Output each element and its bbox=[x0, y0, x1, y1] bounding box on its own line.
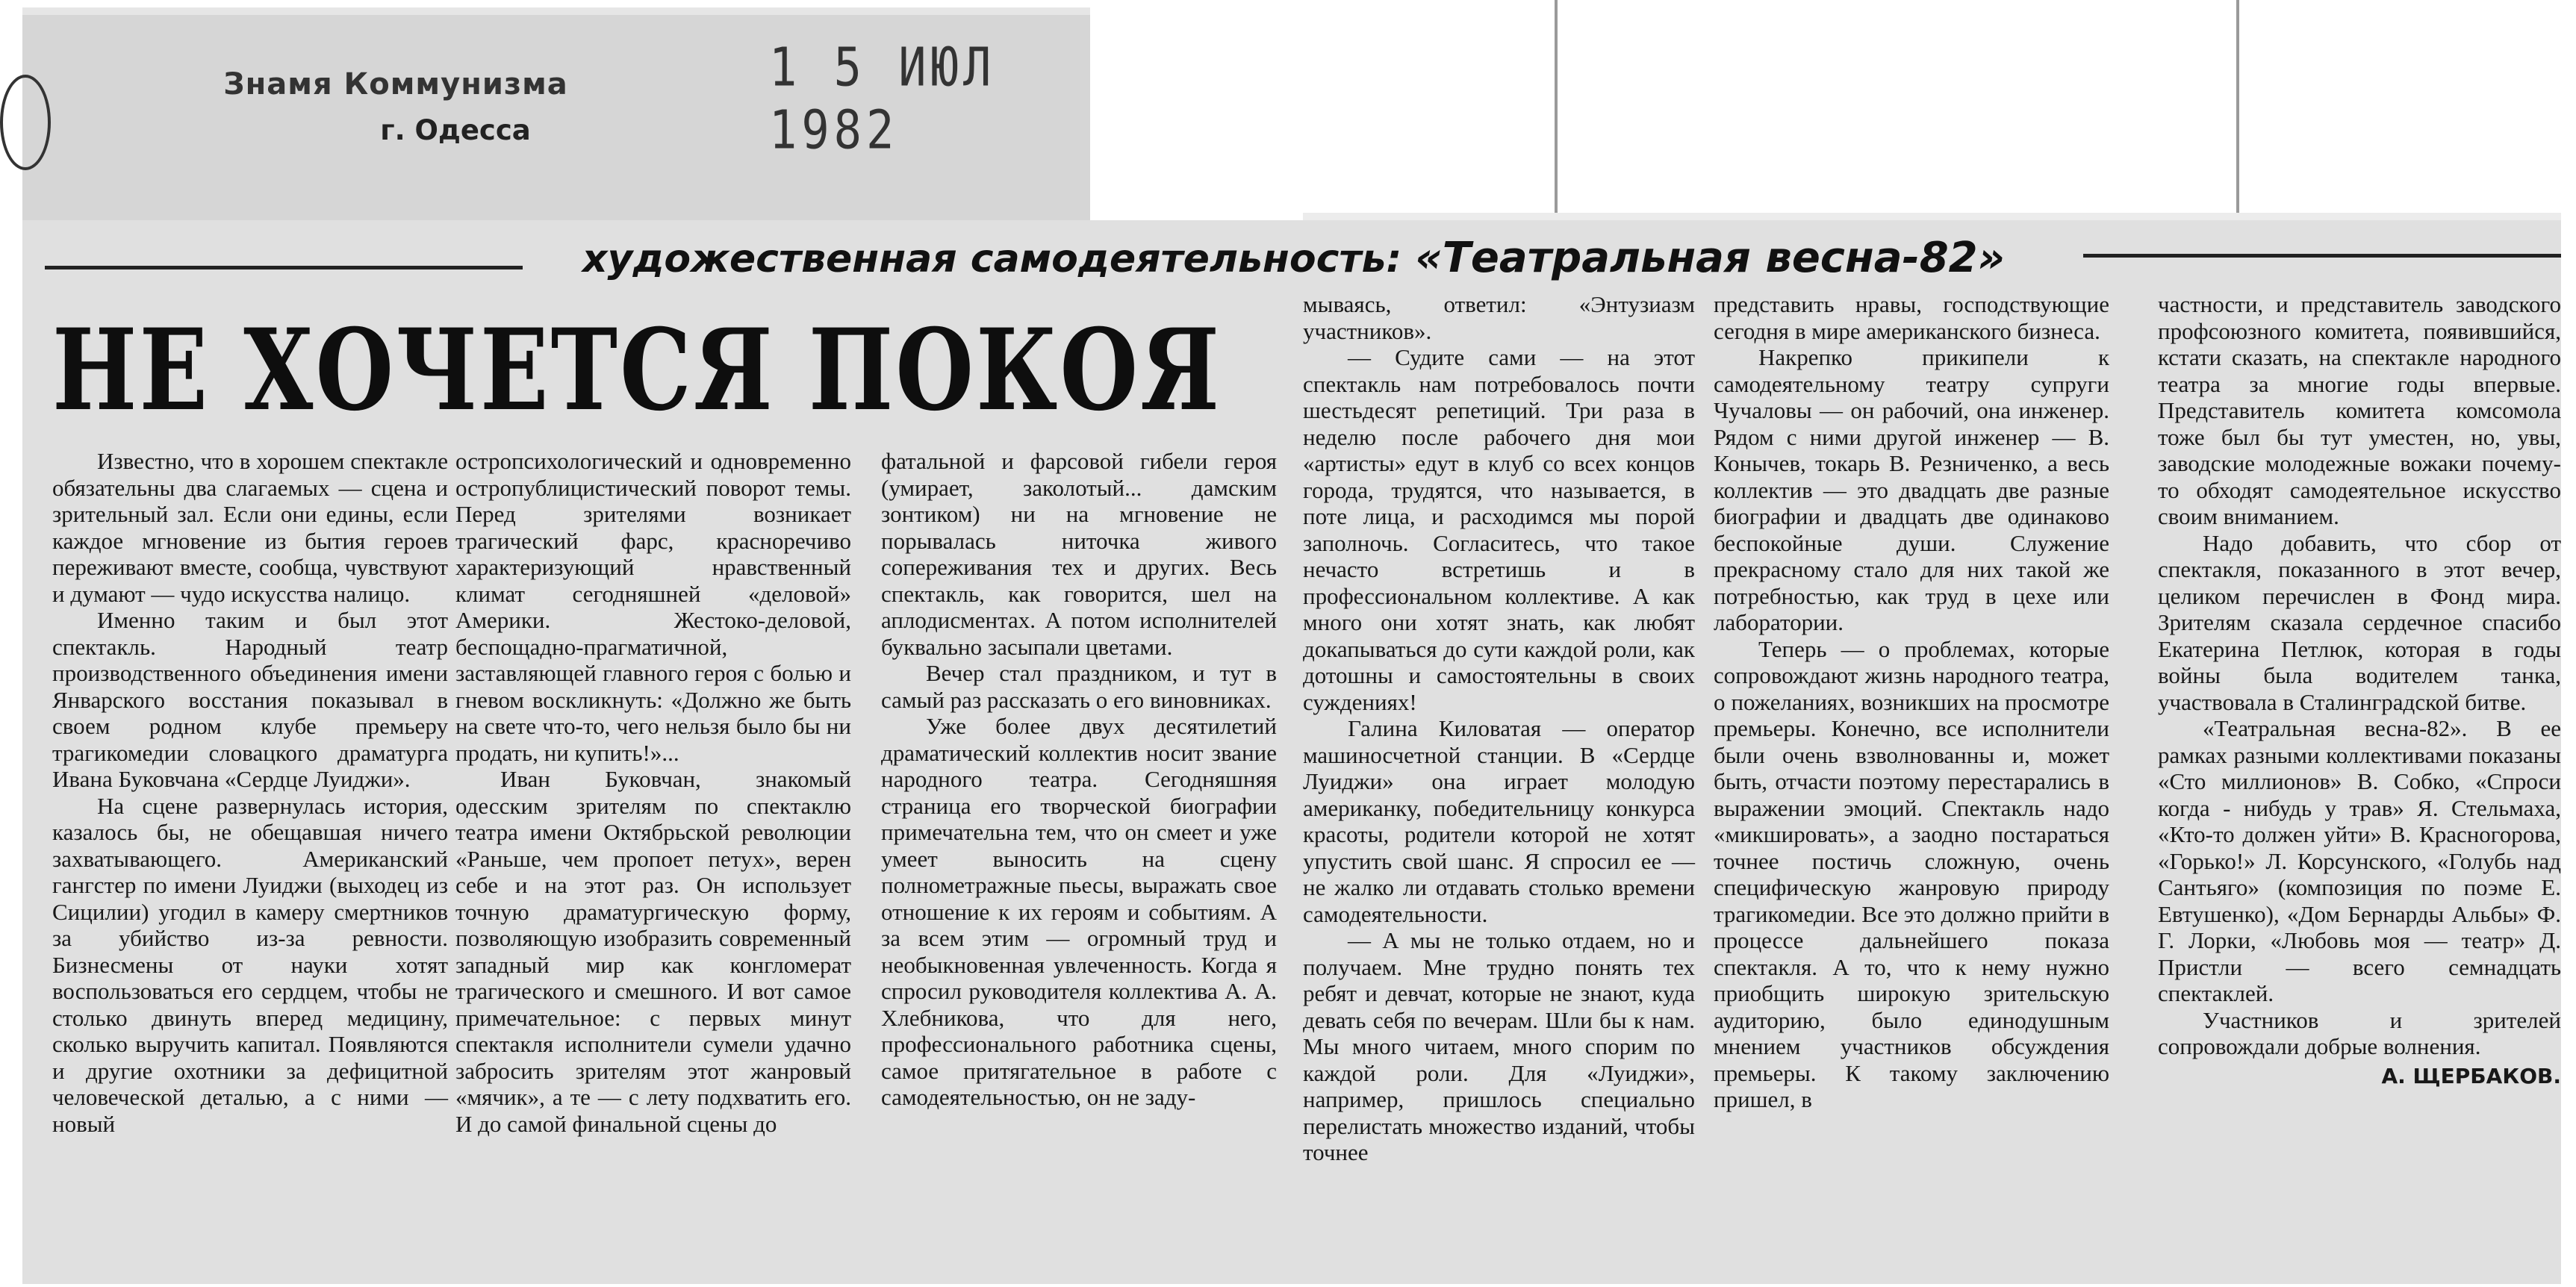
rubric-line bbox=[582, 234, 2076, 282]
article-column-3 bbox=[881, 448, 1277, 1277]
rubric-rule-left bbox=[45, 266, 523, 269]
masthead-clipping bbox=[22, 15, 1090, 220]
paragraph: Галина Киловатая — оператор машиносчетной станции. В «Сердце Луиджи» она играет молодую американку, победительницу конкурса красоты, родители которой не хотят упустить свой шанс. Я спросил ее — не жалко ли отдавать столько времени самодеятельности. bbox=[1303, 715, 1695, 927]
article-column-5 bbox=[1714, 291, 2109, 1277]
fold-line bbox=[2236, 0, 2239, 224]
paragraph: — А мы не только отдаем, но и получаем. Мне трудно понять тех ребят и девчат, которые не знают, куда девать себя по вечерам. Шли бы к нам. Мы много читаем, много спорим по каждой роли. Для «Луиджи», например, пришлось специально перелистать множество изданий, чтобы точнее bbox=[1303, 927, 1695, 1165]
paragraph: фатальной и фарсовой гибели героя (умирает, заколотый... дамским зонтиком) ни на мгновение не порывалась ниточка живого сопереживания тех и других. Весь спектакль, как говорится, шел на аплодисментах. А потом исполнителей буквально засыпали цветами. bbox=[881, 448, 1277, 660]
paragraph: На сцене развернулась история, казалось бы, не обещавшая ничего захватывающего. Американский гангстер по имени Луиджи (выходец из Сицилии) угодил в камеру смертников за убийство из-за ревности. Бизнесмены от науки хотят воспользоваться его сердцем, чтобы не столько двинуть вперед медицину, сколько выручить капитал. Появляются и другие охотники за дефицитной человеческой деталью, а с ними — новый bbox=[52, 792, 448, 1137]
newspaper-city: г. Одесса bbox=[380, 114, 531, 146]
paragraph: «Театральная весна-82». В ее рамках разными коллективами показаны «Сто миллионов» В. Собко, «Спроси когда - нибудь у трав» Я. Стельмаха, «Кто-то должен уйти» В. Красногорова, «Горько!» Л. Корсунского, «Голубь над Сантьяго» (композиция по поэме Е. Евтушенко), «Дом Бернарды Альбы» Ф. Г. Лорки, «Любовь моя — театр» Д. Пристли — всего семнадцать спектаклей. bbox=[2158, 715, 2561, 1006]
article-column-6 bbox=[2158, 291, 2561, 1277]
paragraph: Вечер стал праздником, и тут в самый раз рассказать о его виновниках. bbox=[881, 660, 1277, 713]
paragraph: Именно таким и был этот спектакль. Народный театр производственного объединения имени Январского восстания показывал в своем родном клубе премьеру трагикомедии словацкого драматурга Ивана Буковчана «Сердце Луиджи». bbox=[52, 607, 448, 792]
paragraph: Уже более двух десятилетий драматический коллектив носит звание народного театра. Сегодняшняя страница его творческой биографии примечательна тем, что он смеет и уже умеет выносить на сцену полнометражные пьесы, выражать свое отношение к их героям и событиям. А за всем этим — огромный труд и необыкновенная увлеченность. Когда я спросил руководителя коллектива А. А. Хлебникова, что для него, профессионального работника сцены, самое притягательное в работе с самодеятельностью, он не заду- bbox=[881, 713, 1277, 1110]
fold-line bbox=[1555, 0, 1558, 224]
paragraph: частности, и представитель заводского профсоюзного комитета, появившийся, кстати сказать, на спектакле народного театра за многие годы впервые. Представитель комитета комсомола тоже был бы тут уместен, но, увы, заводские молодежные вожаки почему-то обходят самодеятельное искусство своим вниманием. bbox=[2158, 291, 2561, 529]
author-signature: А. ЩЕРБАКОВ. bbox=[2381, 1063, 2561, 1088]
paragraph: Накрепко прикипели к самодеятельному театру супруги Чучаловы — он рабочий, она инженер. Рядом с ними другой инженер — В. Конычев, токарь В. Резниченко, а весь коллектив — это двадцать две разные биографии и двадцать две одинаково беспокойные души. Служение прекрасному стало для них такой же потребностью, как труд в цехе или лаборатории. bbox=[1714, 344, 2109, 635]
article-column-1 bbox=[52, 448, 448, 1277]
paragraph: Иван Буковчан, знакомый одесским зрителям по спектаклю театра имени Октябрьской революции «Раньше, чем пропоет петух», верен себе и на этот раз. Он использует точную драматургическую форму, позволяющую изобразить современный западный мир как конгломерат трагического и смешного. И вот самое примечательное: с первых минут спектакля исполнители сумели удачно забросить зрителям этот жанровый «мячик», а тe — с лету подхватить его. И до самой финальной сцены до bbox=[455, 766, 851, 1137]
rubric-rule-right bbox=[2083, 254, 2561, 258]
paragraph: Известно, что в хорошем спектакле обязательны два слагаемых — сцена и зрительный зал. Если они едины, если каждое мгновение из бытия героев переживают вместе, сообща, чувствуют и думают — чудо искусства налицо. bbox=[52, 448, 448, 607]
rubric-section: художественная самодеятельность: bbox=[582, 237, 1402, 281]
article-column-4 bbox=[1303, 291, 1695, 1277]
article-column-2 bbox=[455, 448, 851, 1277]
paragraph: Участников и зрителей сопровождали добрые волнения. bbox=[2158, 1006, 2561, 1059]
paragraph: представить нравы, господствующие сегодня в мире американского бизнеса. bbox=[1714, 291, 2109, 344]
paragraph: — Судите сами — на этот спектакль нам потребовалось почти шестьдесят репетиций. Три раза в неделю после рабочего дня мои «артисты» едут в клуб со всех концов города, трудятся, что называется, в поте лица, и расходимся мы порой заполночь. Согласитесь, что такое нечасто встретишь и в профессиональном коллективе. А как много они хотят знать, как любят докапываться до сути каждой роли, как дотошны и самостоятельны в своих суждениях! bbox=[1303, 344, 1695, 715]
paragraph: Надо добавить, что сбор от спектакля, показанного в этот вечер, целиком перечислен в Фонд мира. Зрителям сказала сердечное спасибо Екатерина Петлюк, которая в годы войны была водителем танка, участвовала в Сталинградской битве. bbox=[2158, 529, 2561, 715]
paragraph: Теперь — о проблемах, которые сопровождают жизнь народного театра, о пожеланиях, возникших на просмотре премьеры. Конечно, все исполнители были очень взволнованны и, может быть, отчасти поэтому перестарались в выражении эмоций. Спектакль надо «микшировать», а заодно постараться точнее постичь сложную, очень специфическую жанровую природу трагикомедии. Все это должно прийти в процессе дальнейшего показа спектакля. А то, что к нему нужно приобщить широкую зрительскую аудиторию, было единодушным мнением участников обсуждения премьеры. К такому заключению пришел, в bbox=[1714, 635, 2109, 1112]
paragraph: остропсихологический и одновременно остропублицистический поворот темы. Перед зрителями возникает трагический фарс, красноречиво характеризующий нравственный климат сегодняшней «деловой» Америки. Жестоко-деловой, беспощадно-прагматичной, заставляющей главного героя с болью и гневом воскликнуть: «Должно же быть на свете что-то, чего нельзя было бы ни продать, ни купить!»... bbox=[455, 448, 851, 766]
paragraph: мываясь, ответил: «Энтузиазм участников». bbox=[1303, 291, 1695, 344]
article-headline: НЕ ХОЧЕТСЯ ПОКОЯ bbox=[52, 305, 1222, 436]
rubric-festival: «Театральная весна-82» bbox=[1415, 234, 2006, 282]
date-stamp: 1 5 ИЮЛ 1982 bbox=[769, 36, 996, 161]
newspaper-name: Знамя Коммунизма bbox=[223, 67, 568, 102]
